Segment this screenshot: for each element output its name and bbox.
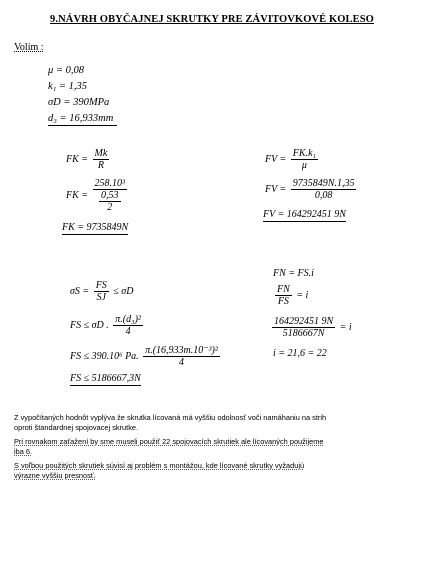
fk-line1-lhs: FK =: [66, 153, 89, 165]
fv-line1-lhs: FV =: [265, 153, 287, 165]
count-line1: FN = FS.i: [273, 268, 314, 279]
param-mu: μ = 0,08: [48, 65, 84, 76]
sigma-line3-lhs: FS ≤ 390.10⁶ Pa.: [70, 350, 139, 362]
page-title: 9.NÁVRH OBYČAJNEJ SKRUTKY PRE ZÁVITOVKOVÉ KOLESO: [50, 14, 374, 25]
param-k1: k₁ = 1,35: [48, 81, 88, 92]
sigma-line1-rhs: ≤ σD: [113, 285, 134, 297]
count-line2-rhs: = i: [296, 289, 309, 301]
fk-line2-fraction: [93, 178, 128, 213]
sigma-line2: [70, 314, 145, 337]
fv-line2-fraction: [291, 178, 357, 201]
sigma-line1-lhs: σS =: [70, 285, 90, 297]
fk-line2-den-num: 0,53: [101, 190, 119, 201]
fk-line1-num: Mk: [94, 148, 108, 159]
sigma-line3: [70, 345, 222, 368]
count-line3: [270, 316, 352, 339]
sigma-line1-den: SJ: [96, 292, 106, 303]
count-line3-rhs: = i: [339, 321, 352, 333]
fv-line1: [265, 148, 320, 171]
paragraph-line-5: S voľbou použitých skrutiek súvisí aj problém s montážou, kde lícované skrutky vyžadujú: [14, 461, 305, 470]
sigma-line3-num: π.(16,933m.10⁻³)²: [145, 345, 218, 356]
paragraph-line-1: Z vypočítaných hodnôt vyplýva že skrutka lícovaná má vyššiu odolnosť voči namáhaniu na strih: [14, 413, 327, 422]
param-d3: d₃ = 16,933mm: [48, 113, 117, 126]
count-line3-num: 164292451 9N: [274, 316, 334, 327]
fv-line2-num: 9735849N.1,35: [292, 178, 355, 189]
sigma-line1: [70, 280, 133, 303]
sigma-result: FS ≤ 5186667,3N: [70, 373, 141, 384]
paragraph-line-2: oproti štandardnej spojovacej skrutke.: [14, 423, 139, 432]
count-line3-fraction: [272, 316, 335, 339]
sigma-line2-den: 4: [125, 326, 131, 337]
fk-line1-fraction: [93, 148, 110, 171]
fk-line1-den: R: [97, 160, 104, 171]
fk-line2-den-den: 2: [107, 202, 113, 213]
fv-line1-fraction: [291, 148, 318, 171]
sigma-line1-num: FS: [95, 280, 107, 291]
fv-line2: [265, 178, 358, 201]
sigma-line3-fraction: [143, 345, 220, 368]
sigma-line1-fraction: [94, 280, 109, 303]
fk-result: FK = 9735849N: [62, 222, 129, 233]
fv-line2-lhs: FV =: [265, 183, 287, 195]
sigma-line2-fraction: [113, 314, 143, 337]
paragraph-line-4: iba 6.: [14, 447, 33, 456]
sigma-line3-den: 4: [179, 357, 185, 368]
paragraph-line-6: výrazne vyššiu presnosť.: [14, 471, 96, 480]
fv-line1-num: FK.k₁: [292, 148, 316, 159]
count-line2-fraction: [275, 284, 292, 307]
fv-line2-den: 0,08: [314, 190, 333, 201]
fk-line1: [66, 148, 111, 171]
paragraph-line-3: Pri rovnakom zaťažení by sme museli použiť 22 spojovacích skrutiek ale lícovaných použijeme: [14, 437, 324, 446]
fk-line2: [66, 178, 129, 213]
count-line4: i = 21,6 = 22: [273, 348, 327, 359]
fk-line2-num: 258.10³: [94, 178, 126, 189]
fv-line1-den: μ: [301, 160, 307, 171]
sigma-line2-lhs: FS ≤ σD .: [70, 319, 109, 331]
fk-line2-lhs: FK =: [66, 189, 89, 201]
sigma-line2-num: π.(d₃)²: [115, 314, 141, 325]
count-line3-den: 5186667N: [282, 328, 325, 339]
fv-result: FV = 164292451 9N: [263, 209, 346, 220]
count-line2: [273, 284, 308, 307]
volim-label: Volím :: [14, 42, 44, 53]
param-sigma-d: σD = 390MPa: [48, 97, 110, 108]
count-line2-den: FS: [277, 296, 289, 307]
count-line2-num: FN: [277, 284, 290, 295]
